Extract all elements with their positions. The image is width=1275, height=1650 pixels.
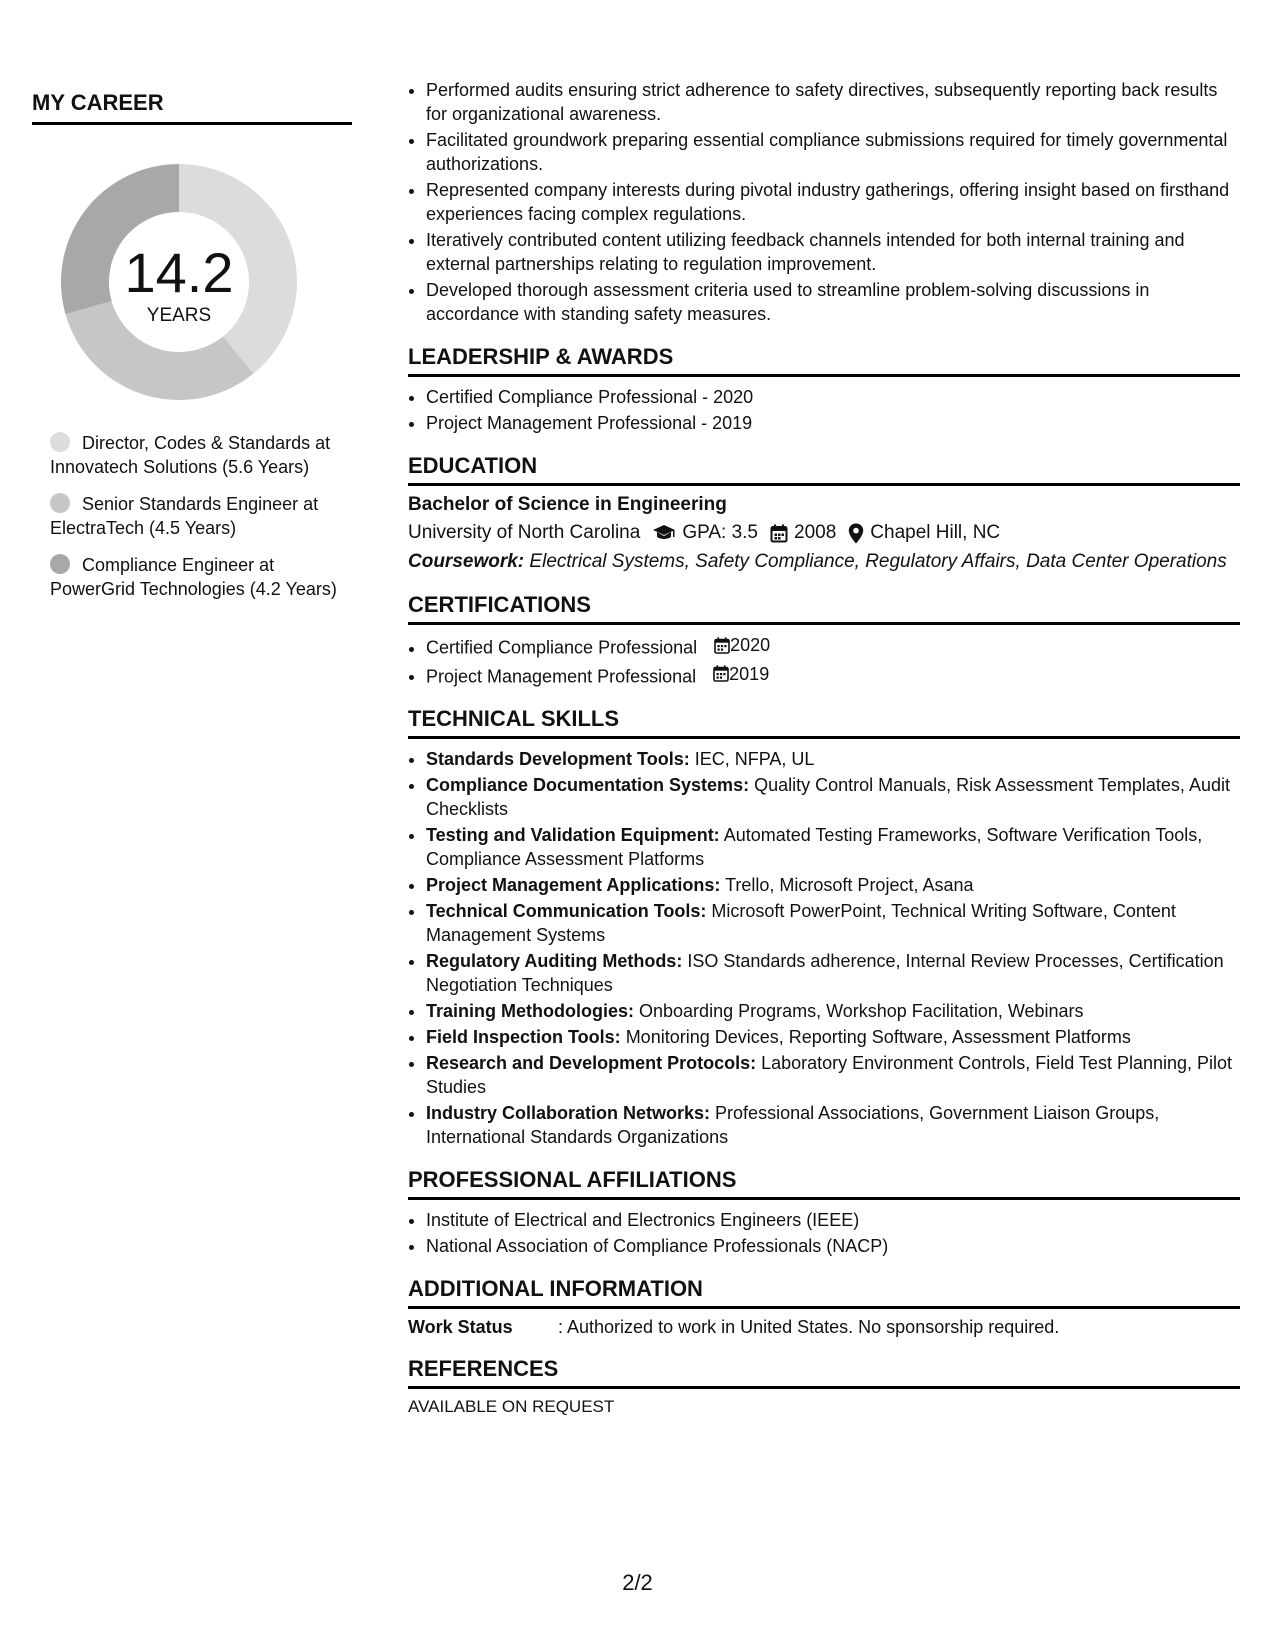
skill-item [426, 823, 1240, 871]
skill-label: Technical Communication Tools: [426, 901, 707, 921]
legend-dot [50, 493, 70, 513]
experience-bullets [408, 78, 1240, 326]
coursework-label: Coursework: [408, 551, 525, 572]
skill-item [426, 1025, 1240, 1049]
skill-value: Microsoft PowerPoint, Technical Writing Software, Content Management Systems [426, 901, 1176, 945]
location-pin-icon [848, 523, 864, 544]
skill-value: Laboratory Environment Controls, Field Test Planning, Pilot Studies [426, 1053, 1233, 1097]
total-years-value: 14.2 [124, 241, 234, 304]
legend-text: Senior Standards Engineer at ElectraTech (4.5 Years) [50, 494, 319, 538]
skill-item [426, 999, 1240, 1023]
calendar-icon [713, 665, 729, 682]
section-title: REFERENCES [408, 1356, 1240, 1389]
graduation-year: 2008 [794, 522, 837, 543]
references-section [408, 1356, 1240, 1417]
skill-item [426, 1051, 1240, 1099]
certifications-section [408, 592, 1240, 688]
skill-label: Project Management Applications: [426, 875, 721, 895]
work-status-row [408, 1317, 1240, 1338]
section-title: LEADERSHIP & AWARDS [408, 344, 1240, 377]
skill-item [426, 949, 1240, 997]
experience-bullet: • Represented company interests during pivotal industry gatherings, offering insight based on firsthand experiences facing complex regulations. [426, 178, 1240, 226]
affiliations-list [408, 1208, 1240, 1258]
coursework [408, 550, 1240, 574]
skill-label: Research and Development Protocols: [426, 1053, 757, 1073]
legend-dot [50, 432, 70, 452]
skill-label: Standards Development Tools: [426, 749, 690, 769]
main-content [408, 78, 1240, 1417]
skill-label: Compliance Documentation Systems: [426, 775, 750, 795]
education-details [408, 522, 1240, 544]
certification-item [426, 633, 1240, 660]
section-title: CERTIFICATIONS [408, 592, 1240, 625]
leadership-list [408, 385, 1240, 435]
certification-year: 2019 [729, 663, 770, 684]
skill-label: Training Methodologies: [426, 1001, 634, 1021]
skill-item [426, 747, 1240, 771]
skills-list [408, 747, 1240, 1149]
section-title: ADDITIONAL INFORMATION [408, 1276, 1240, 1309]
skill-value: Onboarding Programs, Workshop Facilitation, Webinars [639, 1001, 1084, 1021]
certification-name: Certified Compliance Professional [426, 637, 698, 658]
skills-section [408, 706, 1240, 1149]
skill-label: Industry Collaboration Networks: [426, 1103, 711, 1123]
certification-date [714, 633, 770, 657]
calendar-icon [770, 524, 788, 543]
section-title: TECHNICAL SKILLS [408, 706, 1240, 739]
certification-item [426, 662, 1240, 689]
donut-center [54, 157, 304, 407]
certification-year: 2020 [730, 635, 771, 655]
certification-name: Project Management Professional [426, 666, 697, 686]
skill-value: IEC, NFPA, UL [694, 749, 815, 769]
page-number: 2/2 [622, 1570, 653, 1595]
experience-bullet: • Performed audits ensuring strict adherence to safety directives, subsequently reporting back results for organizational awareness. [426, 78, 1240, 126]
coursework-text: Electrical Systems, Safety Compliance, Regulatory Affairs, Data Center Operations [529, 551, 1227, 572]
calendar-icon [714, 637, 730, 654]
leadership-section [408, 344, 1240, 435]
affiliation-item: • Institute of Electrical and Electronics Engineers (IEEE) [426, 1208, 1240, 1232]
legend-dot [50, 554, 70, 574]
skill-label: Regulatory Auditing Methods: [426, 951, 683, 971]
skill-value: Monitoring Devices, Reporting Software, Assessment Platforms [625, 1027, 1131, 1047]
career-title: MY CAREER [32, 90, 352, 125]
skill-value: Automated Testing Frameworks, Software Verification Tools, Compliance Assessment Platforms [426, 825, 1203, 869]
career-donut-chart [54, 157, 304, 407]
skill-value: Professional Associations, Government Liaison Groups, International Standards Organizations [426, 1103, 1160, 1147]
total-years-unit: YEARS [146, 305, 212, 326]
skill-item [426, 773, 1240, 821]
experience-bullet: • Facilitated groundwork preparing essential compliance submissions required for timely governmental authorizations. [426, 128, 1240, 176]
skill-item [426, 899, 1240, 947]
legend-text: Director, Codes & Standards at Innovatech Solutions (5.6 Years) [50, 433, 331, 477]
skill-label: Testing and Validation Equipment: [426, 825, 720, 845]
skill-value: Quality Control Manuals, Risk Assessment Templates, Audit Checklists [426, 775, 1230, 819]
legend-item [50, 431, 352, 479]
affiliation-item: • National Association of Compliance Professionals (NACP) [426, 1234, 1240, 1258]
legend-item [50, 492, 352, 540]
work-status-label: Work Status [408, 1317, 513, 1337]
career-sidebar [32, 90, 352, 614]
degree: Bachelor of Science in Engineering [408, 494, 727, 515]
section-title: PROFESSIONAL AFFILIATIONS [408, 1167, 1240, 1200]
school-location: Chapel Hill, NC [870, 522, 1001, 543]
skill-value: ISO Standards adherence, Internal Review Processes, Certification Negotiation Techniques [426, 951, 1224, 995]
experience-bullet: • Iteratively contributed content utilizing feedback channels intended for both internal training and external partnerships relating to regulation improvement. [426, 228, 1240, 276]
affiliations-section [408, 1167, 1240, 1258]
certification-date [713, 662, 769, 686]
section-title: EDUCATION [408, 453, 1240, 486]
skill-item [426, 873, 1240, 897]
experience-bullet: • Developed thorough assessment criteria used to streamline problem-solving discussions in accordance with standing safety measures. [426, 278, 1240, 326]
certifications-list [408, 633, 1240, 688]
legend-item [50, 553, 352, 601]
additional-info-section [408, 1276, 1240, 1338]
skill-item [426, 1101, 1240, 1149]
leadership-item: • Project Management Professional - 2019 [426, 411, 1240, 435]
leadership-item: • Certified Compliance Professional - 2020 [426, 385, 1240, 409]
career-legend [50, 431, 352, 601]
skill-label: Field Inspection Tools: [426, 1027, 621, 1047]
education-section [408, 453, 1240, 574]
skill-value: Trello, Microsoft Project, Asana [725, 875, 974, 895]
school-name: University of North Carolina [408, 522, 641, 543]
work-status-value: : Authorized to work in United States. No sponsorship required. [558, 1317, 1060, 1337]
legend-text: Compliance Engineer at PowerGrid Technologies (4.2 Years) [50, 555, 337, 599]
references-text: AVAILABLE ON REQUEST [408, 1397, 615, 1416]
graduation-cap-icon [652, 524, 676, 542]
gpa: GPA: 3.5 [682, 522, 758, 543]
